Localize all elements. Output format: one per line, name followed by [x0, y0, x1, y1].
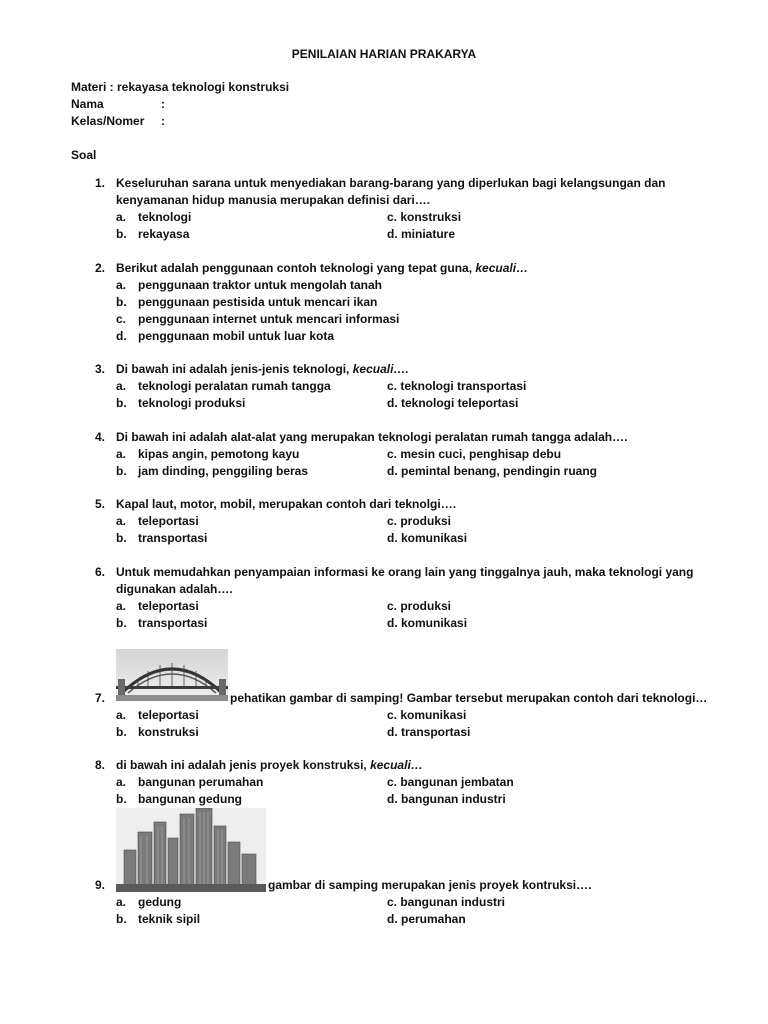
question-text: Di bawah ini adalah jenis-jenis teknologi, kecuali….: [116, 362, 409, 376]
question-number: 6.: [95, 565, 106, 579]
option-letter: a.: [116, 210, 127, 224]
question-number: 5.: [95, 497, 106, 511]
option-letter: b.: [116, 531, 127, 545]
option-letter: a.: [116, 514, 127, 528]
option-b: teknologi produksi: [138, 396, 246, 410]
option-letter: a.: [116, 708, 127, 722]
option-b: konstruksi: [138, 725, 199, 739]
option-a: penggunaan traktor untuk mengolah tanah: [138, 278, 383, 292]
option-d: d. miniature: [387, 227, 456, 241]
materi-line: Materi : rekayasa teknologi konstruksi: [71, 80, 290, 94]
option-c: c. konstruksi: [387, 210, 462, 224]
question-4: [95, 429, 735, 480]
option-c: penggunaan internet untuk mencari informasi: [138, 312, 400, 326]
option-c: c. bangunan jembatan: [387, 775, 514, 789]
question-7: [95, 690, 735, 741]
question-number: 9.: [95, 878, 106, 892]
option-d: d. bangunan industri: [387, 792, 506, 806]
page-title: PENILAIAN HARIAN PRAKARYA: [291, 47, 477, 61]
question-8: [95, 757, 735, 808]
option-letter: b.: [116, 295, 127, 309]
nama-label: Nama: [71, 97, 104, 111]
option-letter: b.: [116, 396, 127, 410]
question-number: 1.: [95, 176, 106, 190]
option-c: c. komunikasi: [387, 708, 467, 722]
question-text: Kapal laut, motor, mobil, merupakan contoh dari teknolgi….: [116, 497, 457, 511]
option-a: teleportasi: [138, 514, 199, 528]
option-letter: b.: [116, 616, 127, 630]
option-a: teleportasi: [138, 599, 199, 613]
option-a: bangunan perumahan: [138, 775, 264, 789]
options: [116, 378, 735, 412]
question-9: [95, 877, 735, 928]
question-text: pehatikan gambar di samping! Gambar tersebut merupakan contoh dari teknologi…: [230, 691, 708, 705]
kelas-line: [71, 114, 165, 128]
question-1: [95, 175, 735, 243]
question-number: 7.: [95, 691, 106, 705]
question-2: [95, 260, 735, 345]
option-a: teleportasi: [138, 708, 199, 722]
question-text: Untuk memudahkan penyampaian informasi ke orang lain yang tinggalnya jauh, maka teknologi yang digunakan adalah….: [116, 565, 694, 596]
option-c: c. mesin cuci, penghisap debu: [387, 447, 562, 461]
question-number: 8.: [95, 758, 106, 772]
options: [116, 513, 735, 547]
options: [116, 598, 735, 632]
option-letter: b.: [116, 464, 127, 478]
nama-line: [71, 97, 165, 111]
options: [116, 707, 735, 741]
option-letter: b.: [116, 792, 127, 806]
option-letter: a.: [116, 775, 127, 789]
option-b: rekayasa: [138, 227, 190, 241]
options: [116, 446, 735, 480]
options: [116, 209, 735, 243]
option-letter: c.: [116, 312, 127, 326]
options: [116, 277, 735, 345]
question-number: 3.: [95, 362, 106, 376]
question-3: [95, 361, 735, 412]
option-letter: a.: [116, 379, 127, 393]
option-letter: a.: [116, 599, 127, 613]
option-b: jam dinding, penggiling beras: [138, 464, 309, 478]
question-italic: kecuali…: [370, 758, 423, 772]
option-letter: b.: [116, 725, 127, 739]
nama-colon: :: [161, 97, 165, 111]
option-b: transportasi: [138, 616, 208, 630]
option-letter: b.: [116, 912, 127, 926]
option-a: teknologi: [138, 210, 192, 224]
options: [116, 894, 735, 928]
option-a: gedung: [138, 895, 182, 909]
question-number: 4.: [95, 430, 106, 444]
question-text: Keseluruhan sarana untuk menyediakan barang-barang yang diperlukan bagi kelangsungan dan kenyamanan hidup manusia merupakan definisi dari….: [116, 176, 666, 207]
question-italic: kecuali….: [352, 362, 409, 376]
option-d: d. perumahan: [387, 912, 466, 926]
option-d: d. komunikasi: [387, 531, 468, 545]
question-text: Berikut adalah penggunaan contoh teknologi yang tepat guna, kecuali…: [116, 261, 529, 275]
question-text: gambar di samping merupakan jenis proyek kontruksi….: [268, 878, 592, 892]
soal-label: Soal: [71, 148, 97, 162]
option-letter: a.: [116, 895, 127, 909]
option-d: d. teknologi teleportasi: [387, 396, 519, 410]
option-c: c. produksi: [387, 514, 452, 528]
question-italic: kecuali…: [475, 261, 529, 275]
question-6: [95, 564, 735, 632]
question-5: [95, 496, 735, 547]
option-d: penggunaan mobil untuk luar kota: [138, 329, 335, 343]
option-b: transportasi: [138, 531, 208, 545]
option-d: d. transportasi: [387, 725, 471, 739]
option-letter: d.: [116, 329, 127, 343]
kelas-label: Kelas/Nomer: [71, 114, 145, 128]
option-d: d. komunikasi: [387, 616, 468, 630]
option-letter: a.: [116, 447, 127, 461]
option-c: c. produksi: [387, 599, 452, 613]
kelas-colon: :: [161, 114, 165, 128]
option-b: teknik sipil: [138, 912, 201, 926]
question-text: Di bawah ini adalah alat-alat yang merupakan teknologi peralatan rumah tangga adalah….: [116, 430, 628, 444]
option-b: penggunaan pestisida untuk mencari ikan: [138, 295, 378, 309]
option-c: c. teknologi transportasi: [387, 379, 527, 393]
question-number: 2.: [95, 261, 106, 275]
option-d: d. pemintal benang, pendingin ruang: [387, 464, 597, 478]
option-letter: b.: [116, 227, 127, 241]
option-a: teknologi peralatan rumah tangga: [138, 379, 331, 393]
option-a: kipas angin, pemotong kayu: [138, 447, 300, 461]
option-c: c. bangunan industri: [387, 895, 506, 909]
option-letter: a.: [116, 278, 127, 292]
question-text: di bawah ini adalah jenis proyek konstruksi, kecuali…: [116, 758, 423, 772]
options: [116, 774, 735, 808]
option-b: bangunan gedung: [138, 792, 242, 806]
